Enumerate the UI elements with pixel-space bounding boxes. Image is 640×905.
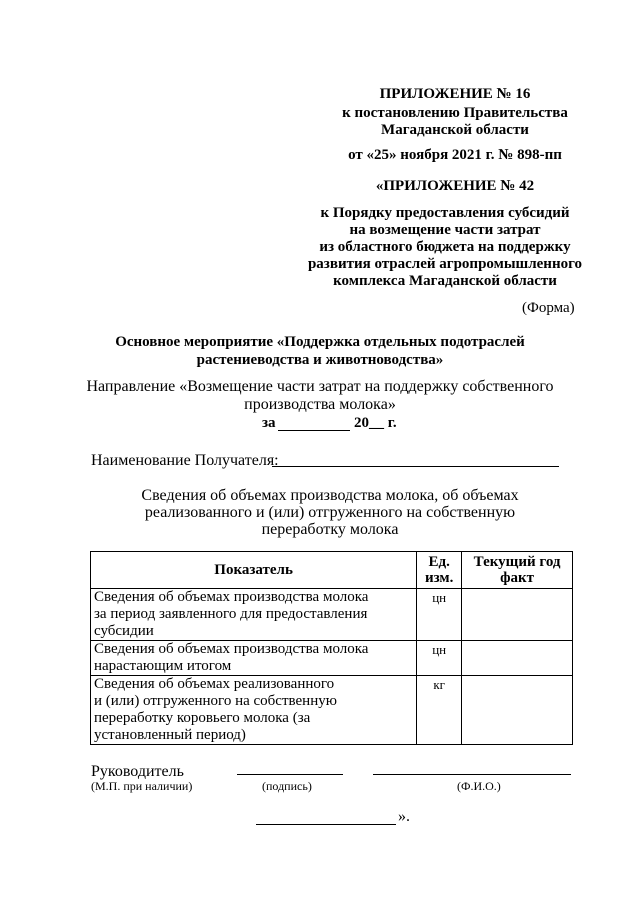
name-caption: (Ф.И.О.) [457,779,501,793]
recipient-input-line[interactable] [272,466,559,467]
appendix-16-title: ПРИЛОЖЕНИЕ № 16 [379,86,531,102]
header-current-year [462,552,573,589]
order-line-3: из областного бюджета на поддержку [319,239,571,255]
resolution-date: от «25» ноября 2021 г. № 898-пп [348,147,562,163]
name-line[interactable] [373,774,571,775]
order-line-4: развития отраслей агропромышленного [307,256,583,272]
row-3-value-cell[interactable] [462,676,573,745]
row-2-line-1: Сведения об объемах производства молока [94,641,369,657]
period-prefix: за [262,415,276,431]
table-row [91,676,573,745]
head-label: Руководитель [91,763,184,780]
row-1-indicator [91,589,417,641]
recipient-label: Наименование Получателя: [91,452,279,469]
row-1-line-1: Сведения об объемах производства молока [94,589,369,605]
row-1-line-3: субсидии [94,623,154,639]
row-3-unit: кг [417,676,462,745]
main-event-line-1: Основное мероприятие «Поддержка отдельных подотраслей [115,334,525,350]
header-unit-line-2: изм. [424,570,454,586]
header-current-line-1: Текущий год [473,554,561,570]
info-title-line-1: Сведения об объемах производства молока, об объемах [141,487,519,504]
direction-line-1: Направление «Возмещение части затрат на поддержку собственного [86,378,554,395]
row-2-indicator [91,641,417,676]
row-2-unit: цн [417,641,462,676]
resolution-line-2: Магаданской области [381,122,529,138]
stamp-label: (М.П. при наличии) [91,779,193,793]
row-3-line-2: и (или) отгруженного на собственную [94,693,337,709]
data-table [90,551,573,745]
row-1-unit: цн [417,589,462,641]
info-title-line-2: реализованного и (или) отгруженного на собственную [144,504,516,521]
order-line-1: к Порядку предоставления субсидий [320,205,570,221]
order-line-5: комплекса Магаданской области [333,273,557,289]
closing-blank-line[interactable] [256,824,396,825]
header-current-line-2: факт [500,570,535,586]
main-event-line-2: растениеводства и животноводства» [196,352,444,368]
header-unit-line-1: Ед. [428,554,450,570]
table-row [91,589,573,641]
direction-line-2: производства молока» [244,396,396,413]
signature-line[interactable] [237,774,343,775]
period-year: 20__ г. [354,415,397,431]
info-title-line-3: переработку молока [261,521,399,538]
row-3-line-4: установленный период) [94,727,246,743]
order-line-2: на возмещение части затрат [349,222,541,238]
row-2-value-cell[interactable] [462,641,573,676]
form-label: (Форма) [522,300,575,316]
row-3-line-1: Сведения об объемах реализованного [94,676,335,692]
closing-mark: ». [398,808,410,825]
header-indicator: Показатель [91,552,417,589]
row-2-line-2: нарастающим итогом [94,658,232,674]
resolution-line-1: к постановлению Правительства [342,105,568,121]
table-header-row [91,552,573,589]
row-1-value-cell[interactable] [462,589,573,641]
header-unit [417,552,462,589]
appendix-42-title: «ПРИЛОЖЕНИЕ № 42 [375,178,535,194]
row-1-line-2: за период заявленного для предоставления [94,606,368,622]
signature-caption: (подпись) [262,779,312,793]
period-blank-line[interactable] [278,430,350,431]
table-row [91,641,573,676]
row-3-line-3: переработку коровьего молока (за [94,710,311,726]
row-3-indicator [91,676,417,745]
